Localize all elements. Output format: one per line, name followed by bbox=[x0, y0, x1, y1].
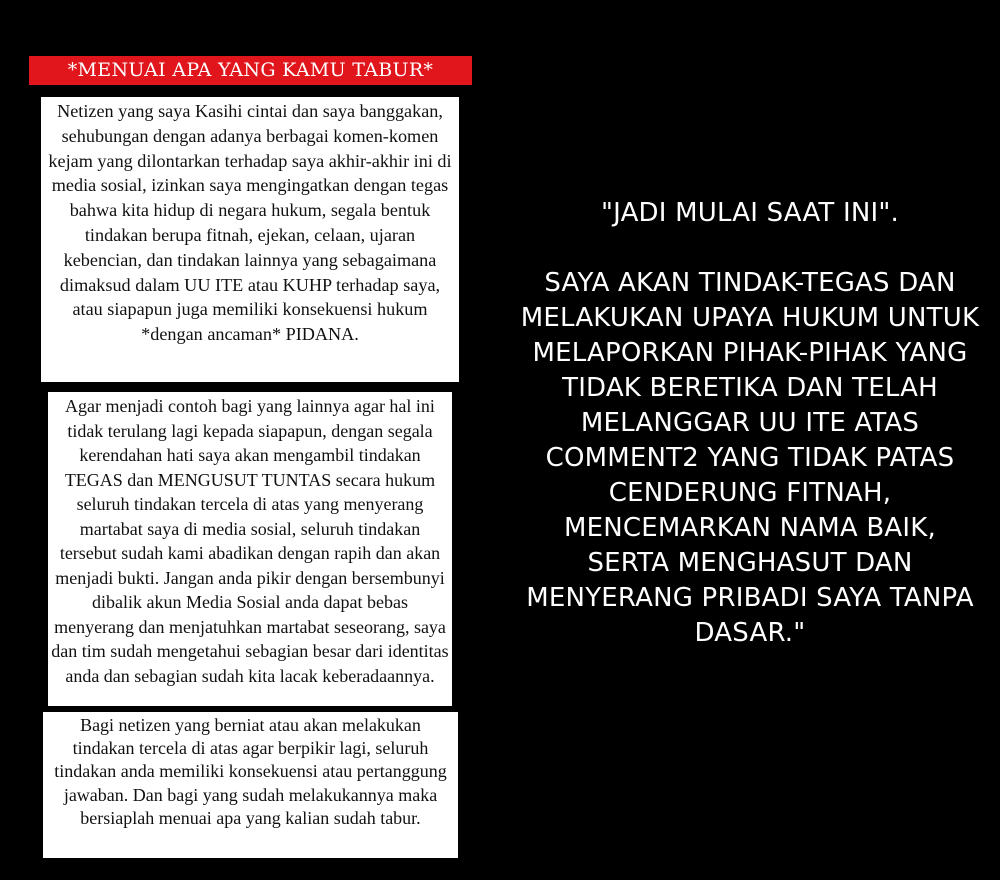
paragraph-box-3 bbox=[43, 712, 458, 858]
statement-block bbox=[520, 196, 980, 651]
paragraph-text-3: Bagi netizen yang berniat atau akan melakukan tindakan tercela di atas agar berpikir lagi, seluruh tindakan anda memiliki konsekuensi atau pertanggung jawaban. Dan bagi yang sudah melakukannya maka bersiaplah menuai apa yang kalian sudah tabur. bbox=[54, 715, 447, 828]
paragraph-text-2: Agar menjadi contoh bagi yang lainnya agar hal ini tidak terulang lagi kepada siapapun, dengan segala kerendahan hati saya akan mengambil tindakan TEGAS dan MENGUSUT TUNTAS secara hukum seluruh tindakan tercela di atas yang menyerang martabat saya di media sosial, seluruh tindakan tersebut sudah kami abadikan dengan rapih dan akan menjadi bukti. Jangan anda pikir dengan bersembunyi dibalik akun Media Sosial anda dapat bebas menyerang dan menjatuhkan martabat seseorang, saya dan tim sudah mengetahui sebagian besar dari identitas anda dan sebagian sudah kita lacak keberadaannya. bbox=[51, 396, 449, 686]
statement-spacer bbox=[520, 231, 980, 266]
paragraph-box-2 bbox=[48, 392, 452, 706]
paragraph-text-1: Netizen yang saya Kasihi cintai dan saya banggakan, sehubungan dengan adanya berbagai komen-komen kejam yang dilontarkan terhadap saya akhir-akhir ini di media sosial, izinkan saya mengingatkan dengan tegas bahwa kita hidup di negara hukum, segala bentuk tindakan berupa fitnah, ejekan, celaan, ujaran kebencian, dan tindakan lainnya yang sebagaimana dimaksud dalam UU ITE atau KUHP terhadap saya, atau siapapun juga memiliki konsekuensi hukum *dengan ancaman* PIDANA. bbox=[48, 101, 452, 345]
statement-quote: "JADI MULAI SAAT INI". bbox=[601, 198, 899, 228]
paragraph-box-1 bbox=[41, 97, 459, 382]
statement-body: SAYA AKAN TINDAK-TEGAS DAN MELAKUKAN UPAYA HUKUM UNTUK MELAPORKAN PIHAK-PIHAK YANG TIDAK BERETIKA DAN TELAH MELANGGAR UU ITE ATAS COMMENT2 YANG TIDAK PATAS CENDERUNG FITNAH, MENCEMARKAN NAMA BAIK, SERTA MENGHASUT DAN MENYERANG PRIBADI SAYA TANPA DASAR." bbox=[520, 268, 980, 648]
title-banner: *MENUAI APA YANG KAMU TABUR* bbox=[29, 56, 472, 85]
